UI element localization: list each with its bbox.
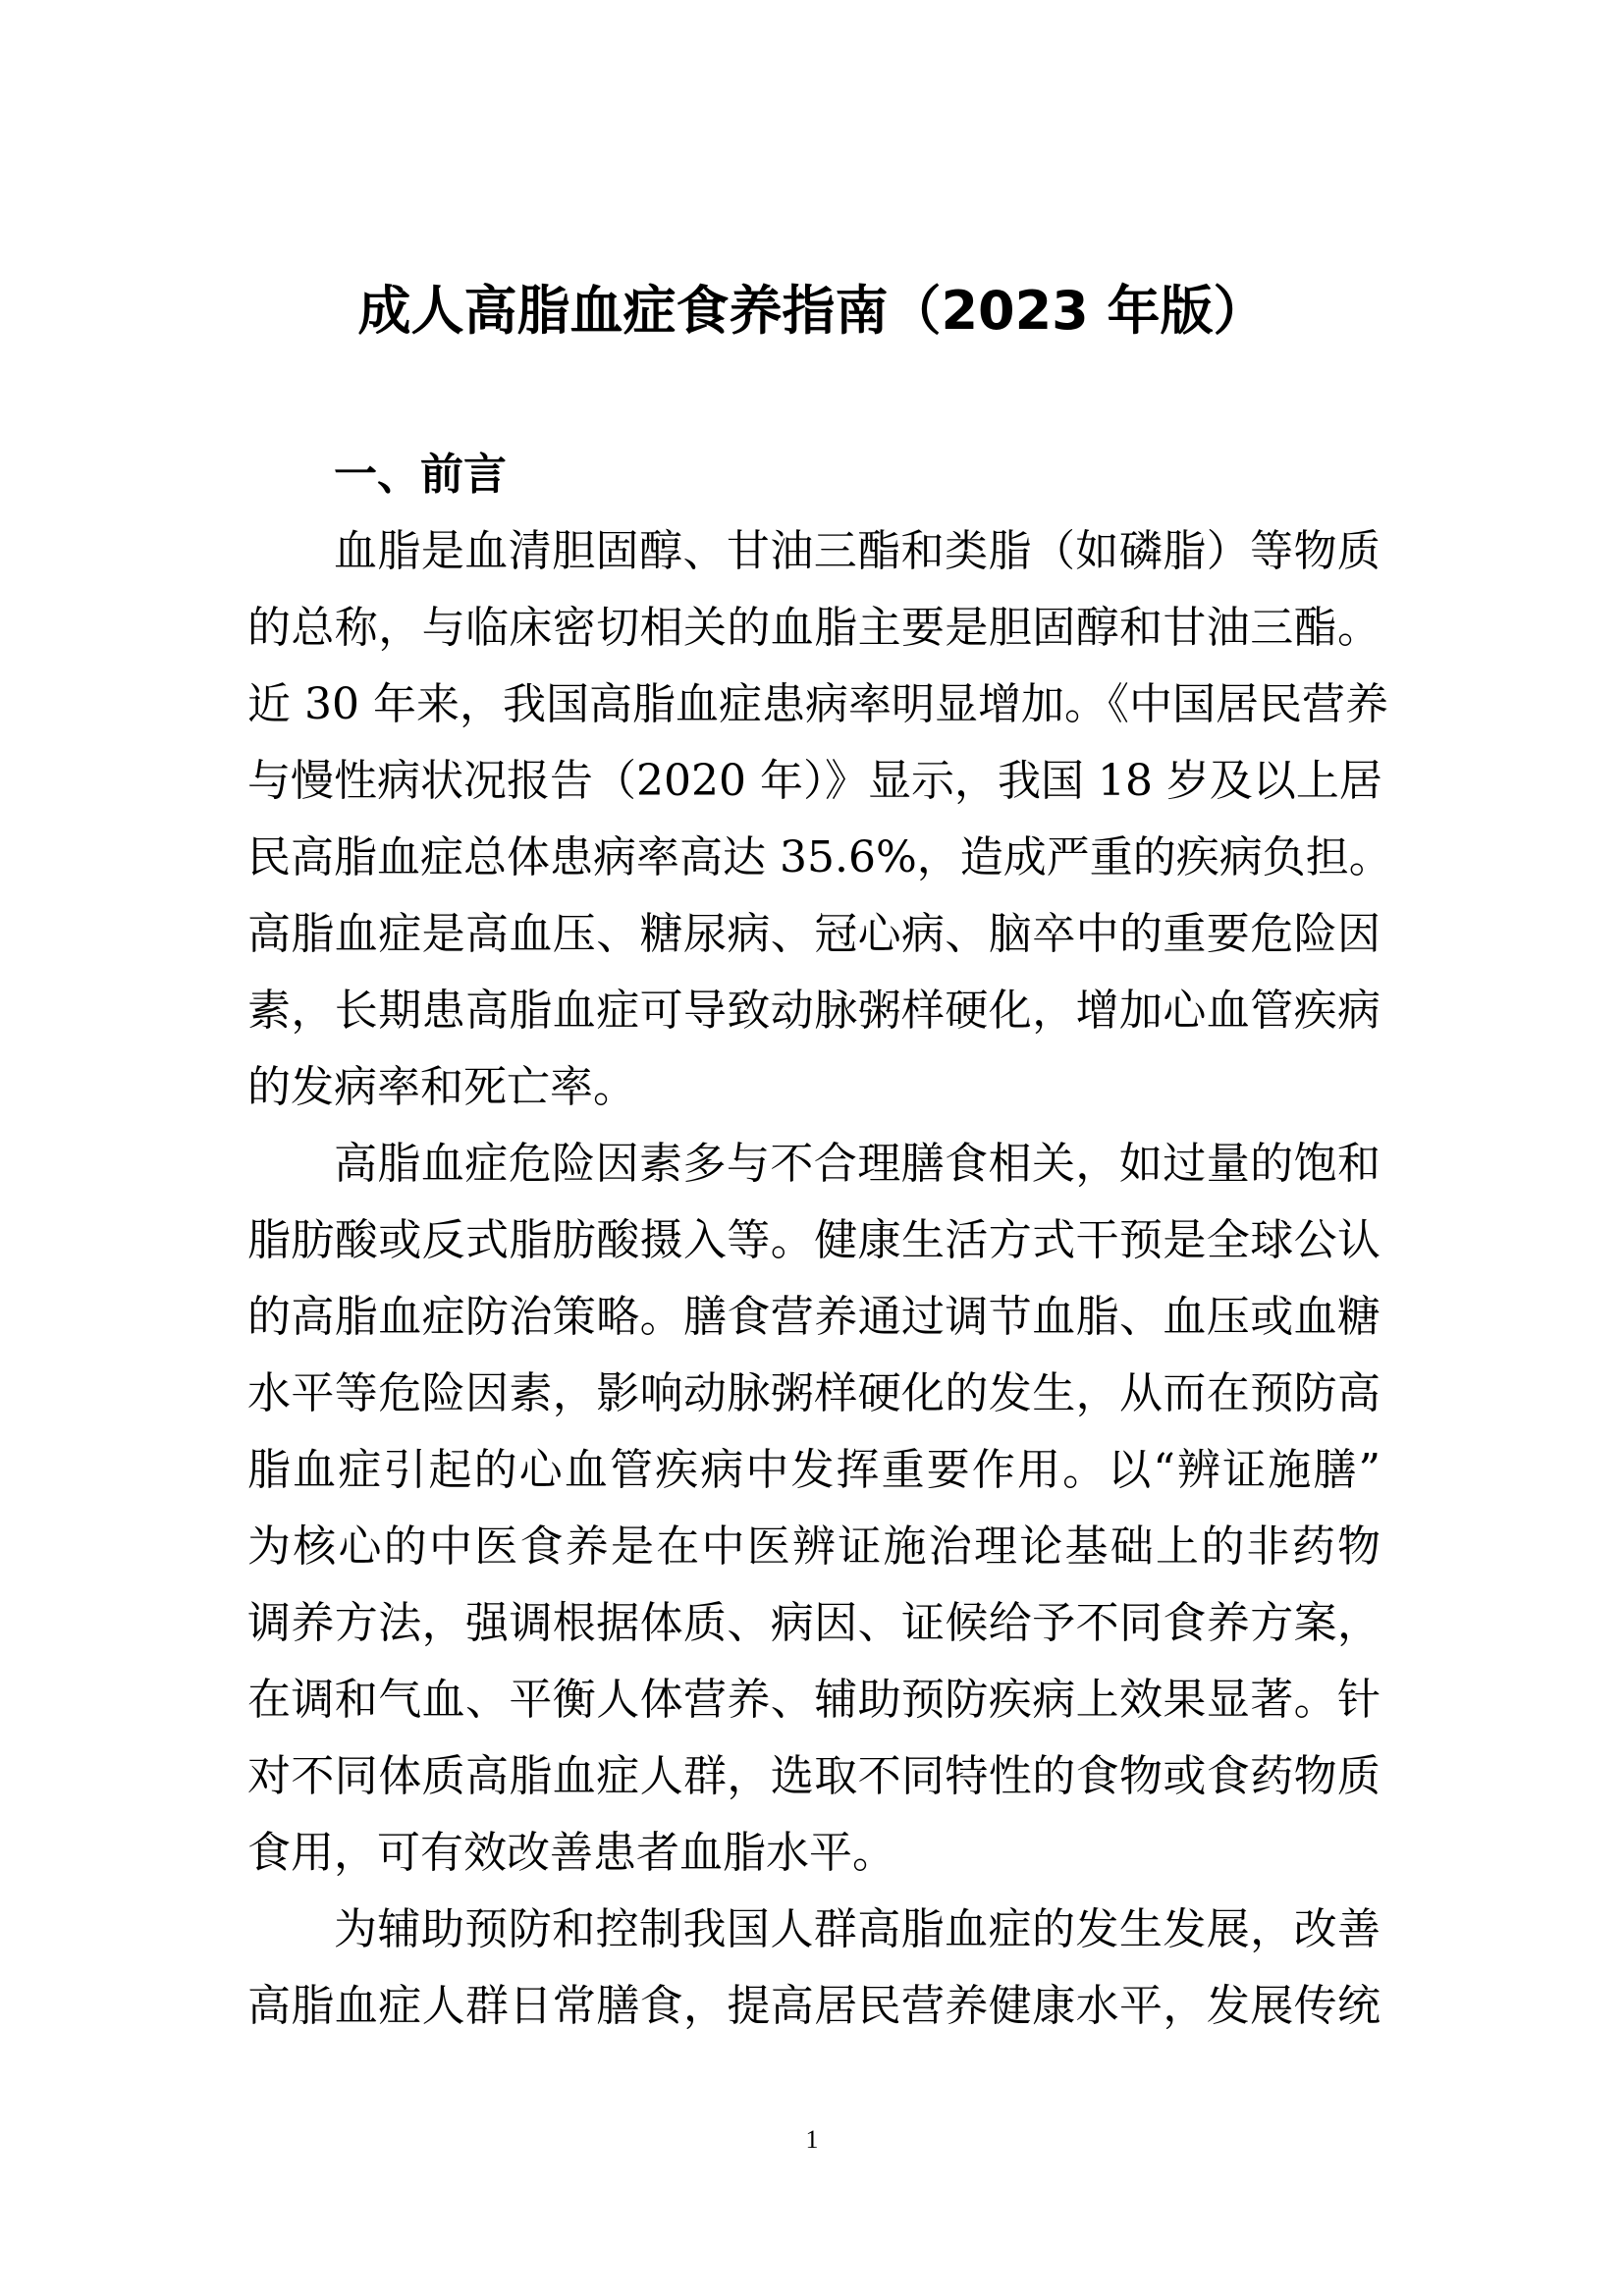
paragraph-2-line-6: 为核心的中医食养是在中医辨证施治理论基础上的非药物 [247,1522,1380,1572]
paragraph-3-line-1: 为辅助预防和控制我国人群高脂血症的发生发展，改善 [334,1904,1380,1954]
section-heading-preface: 一、前言 [334,450,507,500]
paragraph-2-line-1: 高脂血症危险因素多与不合理膳食相关，如过量的饱和 [334,1139,1380,1189]
paragraph-1-line-3: 近 30 年来，我国高脂血症患病率明显增加。《中国居民营养 [247,679,1388,729]
paragraph-2-line-2: 脂肪酸或反式脂肪酸摄入等。健康生活方式干预是全球公认 [247,1215,1380,1265]
paragraph-2-line-3: 的高脂血症防治策略。膳食营养通过调节血脂、血压或血糖 [247,1292,1380,1342]
paragraph-1-line-4: 与慢性病状况报告（2020 年）》显示，我国 18 岁及以上居 [247,756,1382,806]
paragraph-1-line-1: 血脂是血清胆固醇、甘油三酯和类脂（如磷脂）等物质 [334,526,1380,576]
paragraph-2-line-7: 调养方法，强调根据体质、病因、证候给予不同食养方案， [247,1598,1380,1648]
paragraph-1-line-7: 素，长期患高脂血症可导致动脉粥样硬化，增加心血管疾病 [247,986,1380,1036]
paragraph-1-line-6: 高脂血症是高血压、糖尿病、冠心病、脑卒中的重要危险因 [247,909,1380,959]
page-number: 1 [805,2125,819,2154]
paragraph-1-line-8: 的发病率和死亡率。 [247,1062,636,1112]
paragraph-1-line-2: 的总称，与临床密切相关的血脂主要是胆固醇和甘油三酯。 [247,603,1380,653]
paragraph-2-line-9: 对不同体质高脂血症人群，选取不同特性的食物或食药物质 [247,1751,1380,1801]
paragraph-2-line-5: 脂血症引起的心血管疾病中发挥重要作用。以“辨证施膳” [247,1445,1380,1495]
paragraph-2-line-4: 水平等危险因素，影响动脉粥样硬化的发生，从而在预防高 [247,1368,1380,1418]
paragraph-2-line-8: 在调和气血、平衡人体营养、辅助预防疾病上效果显著。针 [247,1675,1380,1725]
document-title: 成人高脂血症食养指南（2023 年版） [357,280,1267,342]
paragraph-1-line-5: 民高脂血症总体患病率高达 35.6%，造成严重的疾病负担。 [247,832,1392,882]
paragraph-3-line-2: 高脂血症人群日常膳食，提高居民营养健康水平，发展传统 [247,1981,1380,2031]
paragraph-2-line-10: 食用，可有效改善患者血脂水平。 [247,1828,895,1878]
